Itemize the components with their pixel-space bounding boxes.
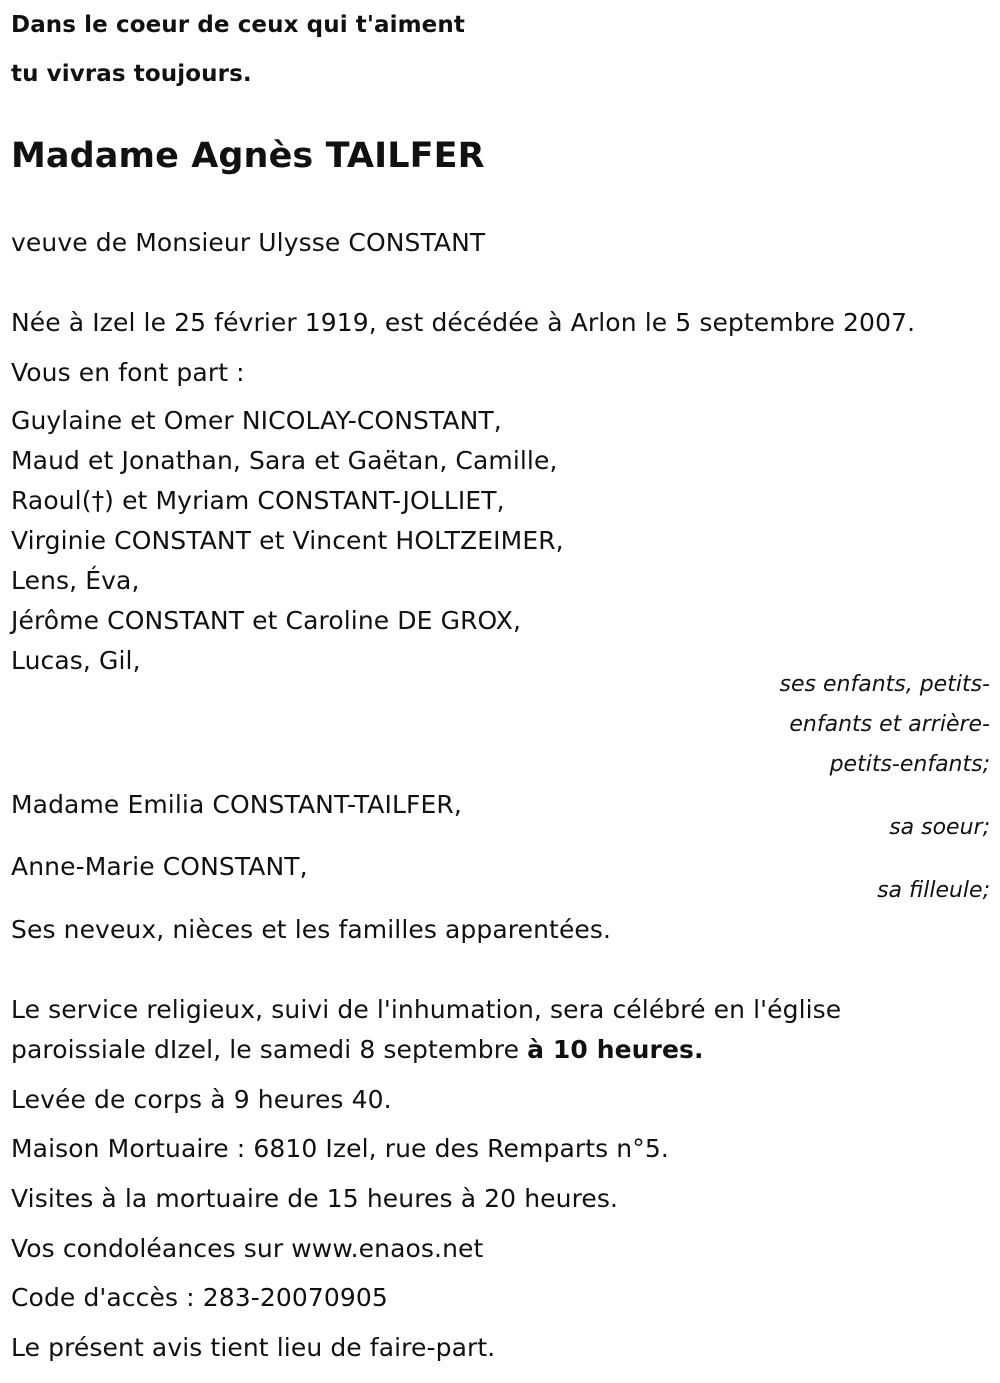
visiting-hours: Visites à la mortuaire de 15 heures à 20 heures. [11, 1184, 619, 1213]
relation-label: enfants et arrière- [789, 712, 990, 737]
service-time: à 10 heures. [527, 1035, 704, 1064]
access-code: Code d'accès : 283-20070905 [11, 1283, 388, 1312]
birth-death-line: Née à Izel le 25 février 1919, est décédée à Arlon le 5 septembre 2007. [11, 308, 916, 337]
relation-label: sa filleule; [877, 878, 990, 903]
notice-line: Le présent avis tient lieu de faire-part. [11, 1333, 496, 1362]
announcers-intro: Vous en font part : [11, 358, 245, 387]
levee-line: Levée de corps à 9 heures 40. [11, 1085, 392, 1114]
service-line-2 [11, 1035, 704, 1065]
announcer-line: Lucas, Gil, [11, 646, 141, 675]
deceased-name: Madame Agnès TAILFER [11, 136, 485, 176]
announcer-line: Maud et Jonathan, Sara et Gaëtan, Camille, [11, 446, 558, 475]
announcer-line: Raoul(†) et Myriam CONSTANT-JOLLIET, [11, 486, 505, 515]
service-line-1: Le service religieux, suivi de l'inhumation, sera célébré en l'église [11, 995, 842, 1024]
service-line-2-text: paroissiale dIzel, le samedi 8 septembre [11, 1035, 528, 1064]
mortuary-address: Maison Mortuaire : 6810 Izel, rue des Remparts n°5. [11, 1134, 669, 1163]
goddaughter-line: Anne-Marie CONSTANT, [11, 852, 308, 881]
epigraph-line-1: Dans le coeur de ceux qui t'aiment [11, 12, 465, 38]
announcer-line: Jérôme CONSTANT et Caroline DE GROX, [11, 606, 521, 635]
condolences-line: Vos condoléances sur www.enaos.net [11, 1234, 484, 1263]
announcer-line: Virginie CONSTANT et Vincent HOLTZEIMER, [11, 526, 564, 555]
relation-label: ses enfants, petits- [779, 672, 990, 697]
sister-line: Madame Emilia CONSTANT-TAILFER, [11, 790, 462, 819]
spouse-line: veuve de Monsieur Ulysse CONSTANT [11, 228, 486, 257]
family-line: Ses neveux, nièces et les familles apparentées. [11, 915, 612, 944]
epigraph-line-2: tu vivras toujours. [11, 61, 252, 87]
announcer-line: Lens, Éva, [11, 566, 140, 595]
relation-label: sa soeur; [889, 815, 990, 840]
announcer-line: Guylaine et Omer NICOLAY-CONSTANT, [11, 406, 502, 435]
relation-label: petits-enfants; [829, 752, 990, 777]
